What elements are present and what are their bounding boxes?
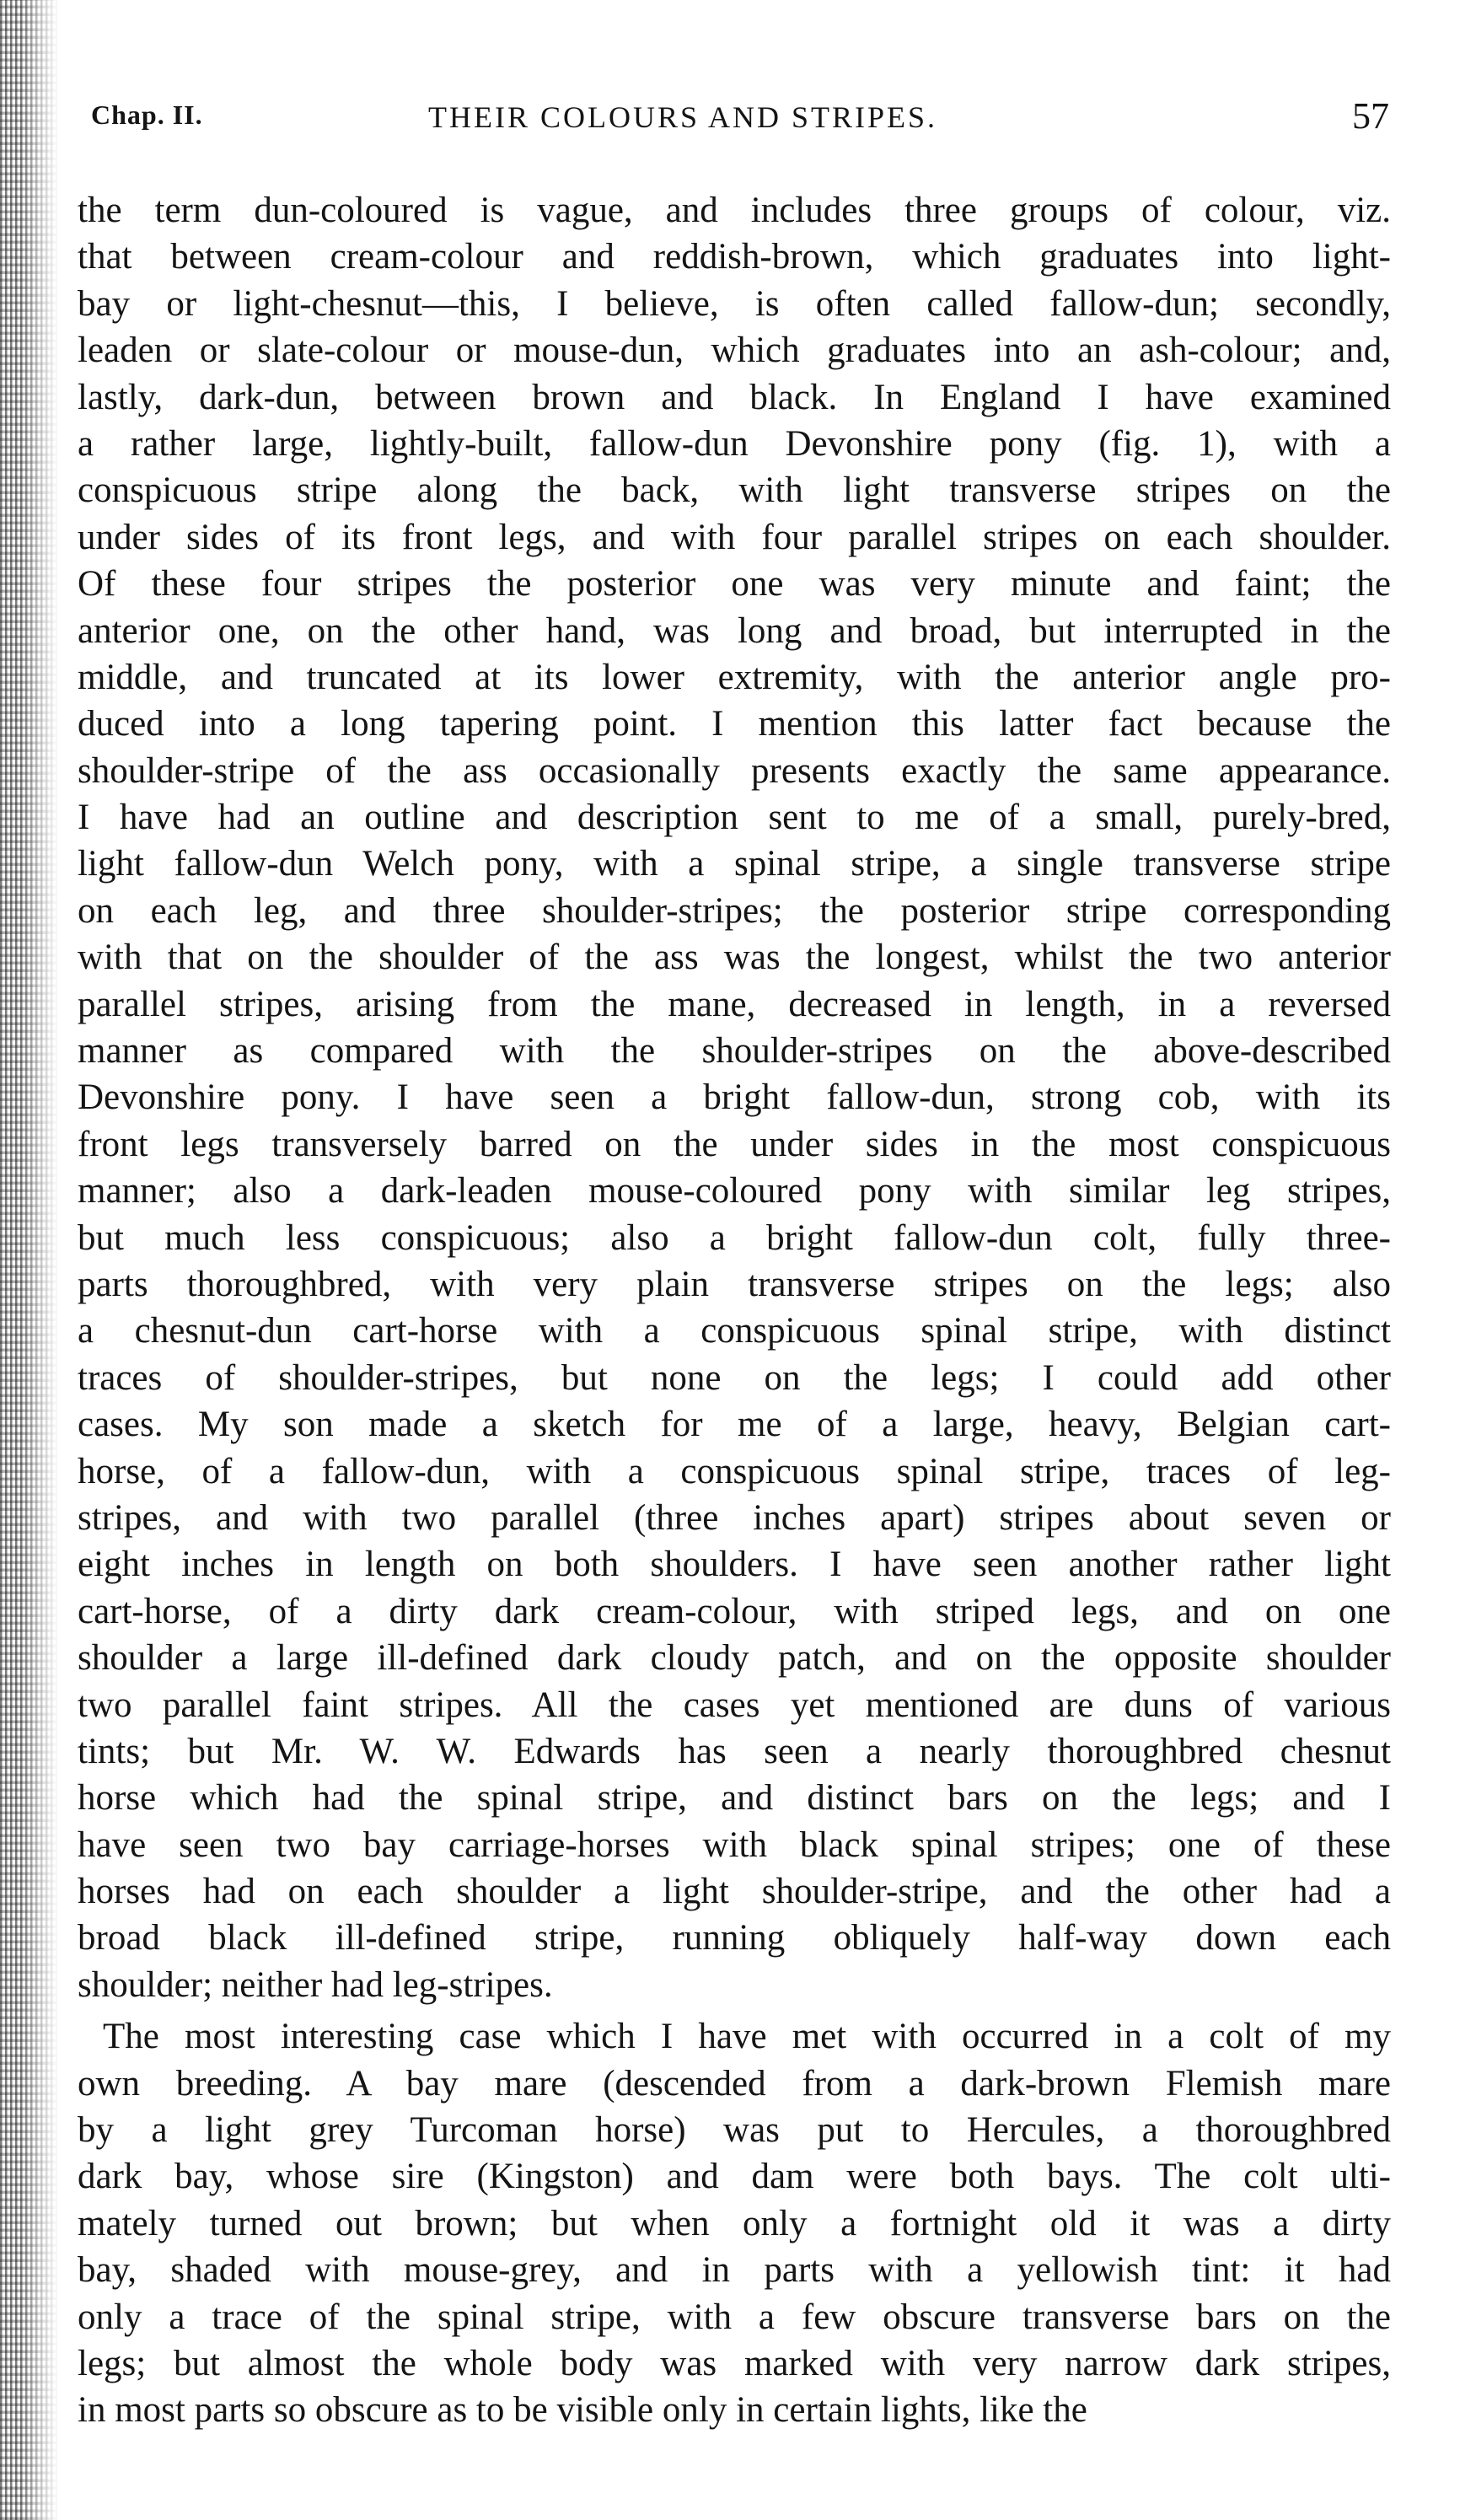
text-line: two parallel faint stripes. All the cases yet mentioned are duns of various xyxy=(78,1684,1391,1725)
text-line: horse which had the spinal stripe, and distinct bars on the legs; and I xyxy=(78,1778,1391,1819)
text-line: cart-horse, of a dirty dark cream-colour, with striped legs, and on one xyxy=(78,1591,1391,1631)
text-line: parts thoroughbred, with very plain transverse stripes on the legs; also xyxy=(78,1264,1391,1304)
text-line: that between cream-colour and reddish-brown, which graduates into light- xyxy=(78,237,1391,277)
page-binding-edge xyxy=(0,0,59,2520)
text-line: leaden or slate-colour or mouse-dun, which graduates into an ash-colour; and, xyxy=(78,330,1391,371)
text-line: cases. My son made a sketch for me of a large, heavy, Belgian cart- xyxy=(78,1405,1391,1445)
text-line: manner; also a dark-leaden mouse-coloured pony with similar leg stripes, xyxy=(78,1171,1391,1212)
paragraph xyxy=(78,2013,1391,2434)
text-line: only a trace of the spinal stripe, with a few obscure transverse bars on the xyxy=(78,2297,1391,2337)
text-line: tints; but Mr. W. W. Edwards has seen a nearly thoroughbred chesnut xyxy=(78,1731,1391,1771)
text-line: a chesnut-dun cart-horse with a conspicuous spinal stripe, with distinct xyxy=(78,1311,1391,1351)
text-line: dark bay, whose sire (Kingston) and dam were both bays. The colt ulti- xyxy=(78,2157,1391,2197)
text-line: a rather large, lightly-built, fallow-dun Devonshire pony (fig. 1), with a xyxy=(78,423,1391,464)
running-head-chapter: Chap. II. xyxy=(91,99,203,130)
text-line: shoulder-stripe of the ass occasionally presents exactly the same appearance. xyxy=(78,750,1391,791)
text-line: by a light grey Turcoman horse) was put to Hercules, a thoroughbred xyxy=(78,2110,1391,2151)
text-line: The most interesting case which I have met with occurred in a colt of my xyxy=(103,2017,1391,2057)
text-line: shoulder; neither had leg-stripes. xyxy=(78,1964,553,2005)
text-line: own breeding. A bay mare (descended from a dark-brown Flemish mare xyxy=(78,2063,1391,2104)
text-line: have seen two bay carriage-horses with black spinal stripes; one of these xyxy=(78,1824,1391,1865)
text-line: with that on the shoulder of the ass was the longest, whilst the two anterior xyxy=(78,938,1391,978)
text-line: under sides of its front legs, and with four parallel stripes on each shoulder. xyxy=(78,517,1391,557)
text-line: front legs transversely barred on the under sides in the most conspicuous xyxy=(78,1124,1391,1164)
text-line: light fallow-dun Welch pony, with a spinal stripe, a single transverse stripe xyxy=(78,844,1391,884)
text-line: mately turned out brown; but when only a fortnight old it was a dirty xyxy=(78,2203,1391,2243)
text-line: broad black ill-defined stripe, running obliquely half-way down each xyxy=(78,1918,1391,1959)
running-head-title: THEIR COLOURS AND STRIPES. xyxy=(428,100,938,134)
text-line: horses had on each shoulder a light shoulder-stripe, and the other had a xyxy=(78,1872,1391,1912)
text-line: the term dun-coloured is vague, and includes three groups of colour, viz. xyxy=(78,191,1391,230)
text-line: middle, and truncated at its lower extremity, with the anterior angle pro- xyxy=(78,657,1391,697)
text-line: on each leg, and three shoulder-stripes; the posterior stripe corresponding xyxy=(78,890,1391,931)
text-line: Devonshire pony. I have seen a bright fallow-dun, strong cob, with its xyxy=(78,1077,1391,1118)
text-line: horse, of a fallow-dun, with a conspicuous spinal stripe, traces of leg- xyxy=(78,1451,1391,1491)
text-line: parallel stripes, arising from the mane, decreased in length, in a reversed xyxy=(78,984,1391,1024)
text-line: lastly, dark-dun, between brown and black. In England I have examined xyxy=(78,377,1391,417)
text-line: bay or light-chesnut—this, I believe, is often called fallow-dun; secondly, xyxy=(78,283,1391,324)
body-text xyxy=(78,187,1391,2434)
text-line: in most parts so obscure as to be visible only in certain lights, like the xyxy=(78,2390,1087,2431)
text-line: manner as compared with the shoulder-stripes on the above-described xyxy=(78,1031,1391,1072)
text-line: eight inches in length on both shoulders. I have seen another rather light xyxy=(78,1545,1391,1585)
running-head xyxy=(91,95,1389,150)
text-line: conspicuous stripe along the back, with light transverse stripes on the xyxy=(78,470,1391,511)
text-line: but much less conspicuous; also a bright fallow-dun colt, fully three- xyxy=(78,1217,1391,1258)
text-line: shoulder a large ill-defined dark cloudy patch, and on the opposite shoulder xyxy=(78,1638,1391,1679)
text-line: duced into a long tapering point. I mention this latter fact because the xyxy=(78,704,1391,744)
text-line: anterior one, on the other hand, was long and broad, but interrupted in the xyxy=(78,610,1391,651)
text-line: Of these four stripes the posterior one was very minute and faint; the xyxy=(78,564,1391,604)
page-number: 57 xyxy=(1352,95,1389,137)
text-line: I have had an outline and description sent to me of a small, purely-bred, xyxy=(78,798,1391,838)
paragraph xyxy=(78,187,1391,2008)
text-line: stripes, and with two parallel (three inches apart) stripes about seven or xyxy=(78,1497,1391,1538)
text-line: legs; but almost the whole body was marked with very narrow dark stripes, xyxy=(78,2343,1391,2383)
text-line: traces of shoulder-stripes, but none on the legs; I could add other xyxy=(78,1357,1391,1398)
text-line: bay, shaded with mouse-grey, and in parts with a yellowish tint: it had xyxy=(78,2250,1391,2291)
